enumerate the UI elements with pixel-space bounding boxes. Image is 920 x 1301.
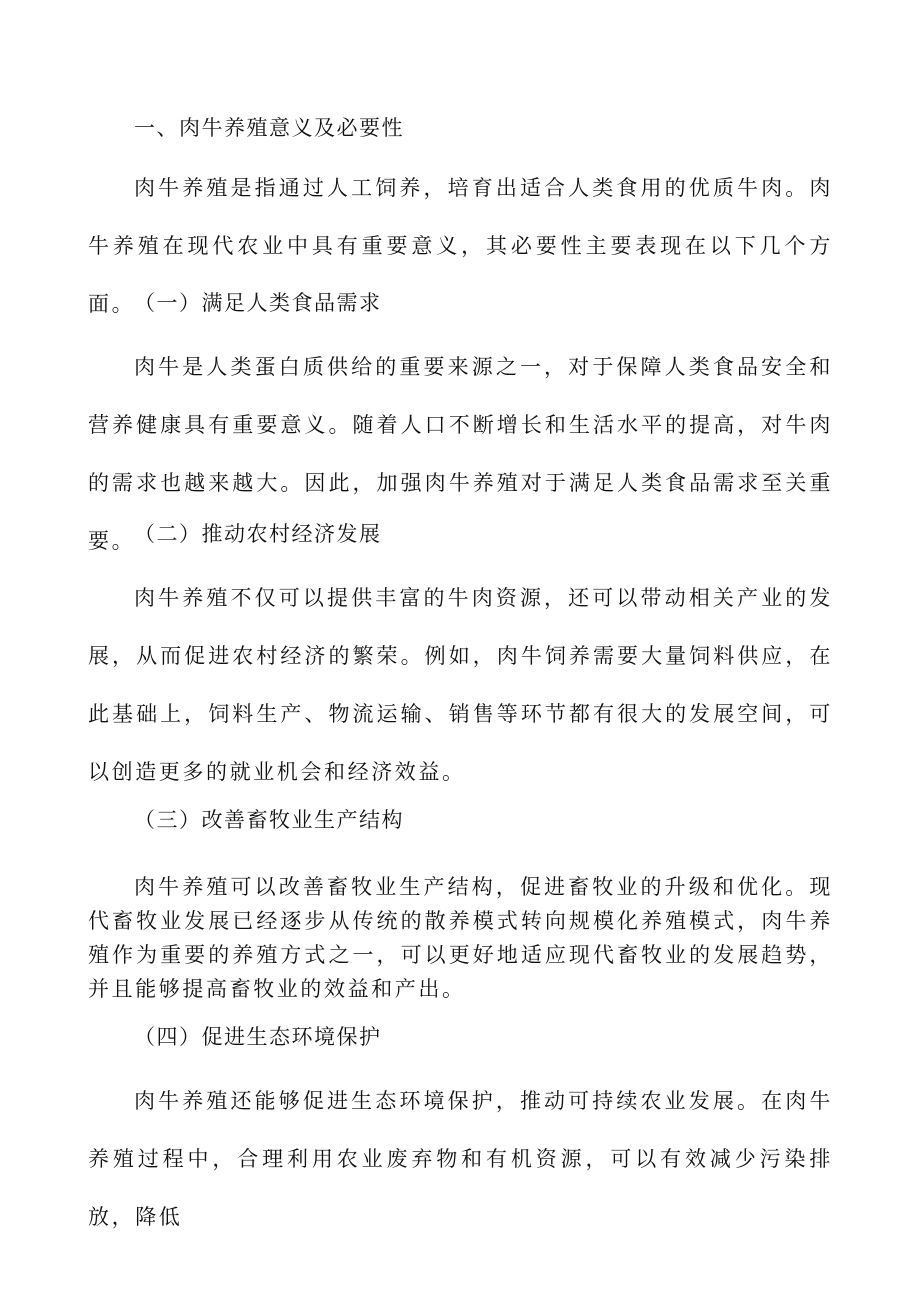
section-heading-main: 一、肉牛养殖意义及必要性 — [134, 116, 404, 140]
section-heading-2: （二）推动农村经济发展 — [134, 522, 382, 546]
section-paragraph-intro: 肉牛养殖是指通过人工饲养，培育出适合人类食用的优质牛肉。肉牛养殖在现代农业中具有重要意义，其必要性主要表现在以下几个方面。 — [88, 176, 833, 316]
section-paragraph-1: 肉牛是人类蛋白质供给的重要来源之一，对于保障人类食品安全和营养健康具有重要意义。随着人口不断增长和生活水平的提高，对牛肉的需求也越来越大。因此，加强肉牛养殖对于满足人类食品需求至关重要。 — [88, 355, 833, 553]
section-heading-1: （一）满足人类食品需求 — [134, 291, 382, 315]
section-heading-3: （三）改善畜牧业生产结构 — [134, 808, 404, 832]
section-paragraph-2: 肉牛养殖不仅可以提供丰富的牛肉资源，还可以带动相关产业的发展，从而促进农村经济的繁荣。例如，肉牛饲养需要大量饲料供应，在此基础上，饲料生产、物流运输、销售等环节都有很大的发展空间，可以创造更多的就业机会和经济效益。 — [88, 586, 833, 784]
section-paragraph-3: 肉牛养殖可以改善畜牧业生产结构，促进畜牧业的升级和优化。现代畜牧业发展已经逐步从传统的散养模式转向规模化养殖模式，肉牛养殖作为重要的养殖方式之一，可以更好地适应现代畜牧业的发展趋势，并且能够提高畜牧业的效益和产出。 — [88, 875, 833, 1001]
section-heading-4: （四）促进生态环境保护 — [134, 1025, 382, 1049]
section-paragraph-4: 肉牛养殖还能够促进生态环境保护，推动可持续农业发展。在肉牛养殖过程中，合理利用农业废弃物和有机资源，可以有效减少污染排放，降低 — [88, 1089, 833, 1229]
